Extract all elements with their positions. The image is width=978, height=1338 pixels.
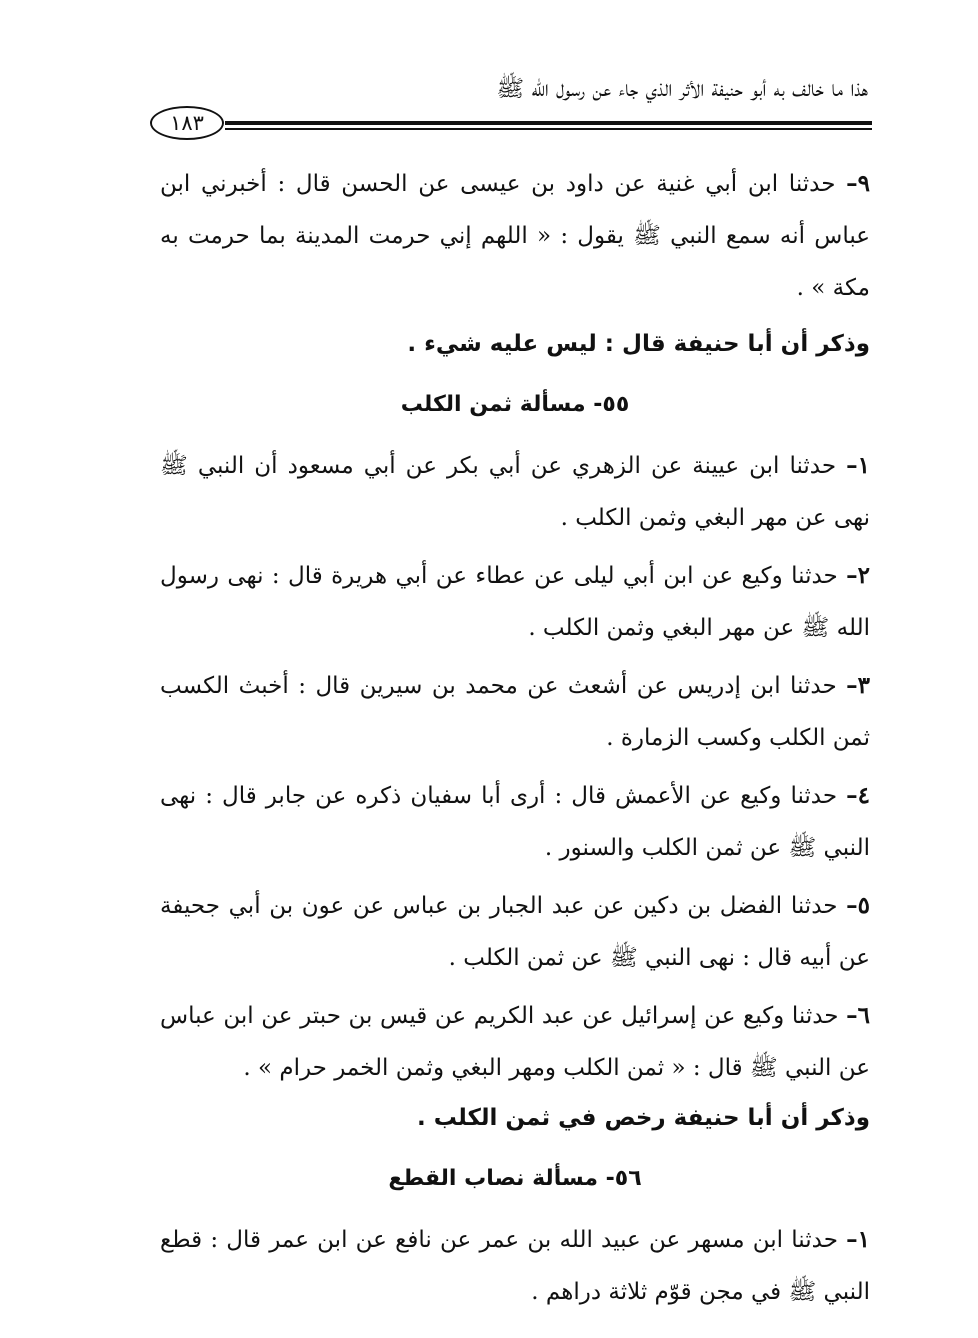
hadith-paragraph [160,440,870,544]
section-heading: ٥٥- مسألة ثمن الكلب [400,392,630,417]
hadith-text: حدثنا ابن أبي غنية عن داود بن عيسى عن الحسن قال : أخبرني ابن عباس أنه سمع النبي ﷺ يقول : « اللهم إني حرمت المدينة بما حرمت به مكة » . [160,171,870,301]
hadith-paragraph [160,158,870,314]
hadith-paragraph [160,990,870,1094]
hadith-paragraph [160,770,870,874]
running-header-title: هذا ما خالف به أبو حنيفة الأثر الذي جاء عن رسول الله ﷺ [496,76,868,102]
hadith-text: حدثنا وكيع عن ابن أبي ليلى عن عطاء عن أبي هريرة قال : نهى رسول الله ﷺ عن مهر البغي وثمن الكلب . [160,563,870,641]
section-heading: ٥٦- مسألة نصاب القطع [388,1166,642,1191]
hadith-paragraph [160,880,870,984]
hadith-paragraph [160,1214,870,1318]
header-rule-thick [225,121,872,125]
hadith-text: حدثنا ابن مسهر عن عبيد الله بن عمر عن نافع عن ابن عمر قال : قطع النبي ﷺ في مجن قوّم ثلاثة دراهم . [160,1227,870,1305]
hadith-text: حدثنا ابن إدريس عن أشعث عن محمد بن سيرين قال : أخبث الكسب ثمن الكلب وكسب الزمارة . [160,673,870,751]
hadith-number: ٩– [846,170,870,197]
hadith-number: ٢– [846,562,870,589]
hadith-number: ٦– [846,1002,870,1029]
hadith-number: ١– [846,1226,870,1253]
hadith-number: ٥– [846,892,870,919]
hadith-number: ٣– [846,672,870,699]
hadith-text: حدثنا وكيع عن الأعمش قال : أرى أبا سفيان ذكره عن جابر قال : نهى النبي ﷺ عن ثمن الكلب والسنور . [160,783,870,861]
abu-hanifa-note: وذكر أن أبا حنيفة رخص في ثمن الكلب . [416,1105,870,1131]
page-body [160,158,870,1324]
hadith-text: حدثنا الفضل بن دكين عن عبد الجبار بن عباس عن عون بن أبي جحيفة عن أبيه قال : نهى النبي ﷺ عن ثمن الكلب . [160,893,870,971]
hadith-number: ٤– [846,782,870,809]
hadith-number: ١– [846,452,870,479]
header-rule-thin [225,128,872,130]
hadith-paragraph [160,660,870,764]
hadith-text: حدثنا ابن عيينة عن الزهري عن أبي بكر عن أبي مسعود أن النبي ﷺ نهى عن مهر البغي وثمن الكلب . [160,453,870,531]
abu-hanifa-note: وذكر أن أبا حنيفة قال : ليس عليه شيء . [407,331,870,357]
hadith-text: حدثنا وكيع عن إسرائيل عن عبد الكريم عن قيس بن حبتر عن ابن عباس عن النبي ﷺ قال : « ثمن الكلب ومهر البغي وثمن الخمر حرام » . [160,1003,870,1081]
hadith-paragraph [160,550,870,654]
page-number-badge: ١٨٣ [150,106,224,140]
